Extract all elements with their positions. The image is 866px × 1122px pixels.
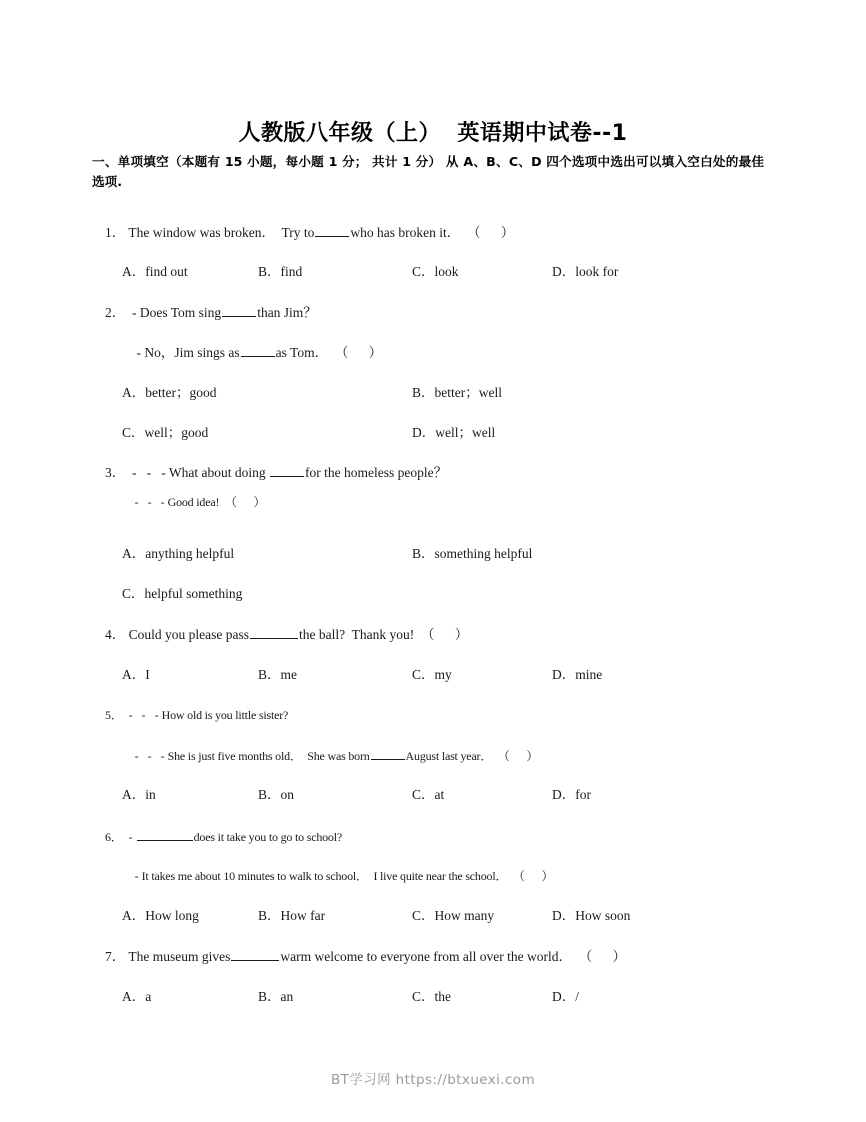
answer-option[interactable]: A．How long	[122, 908, 199, 923]
question-number: 2．	[105, 305, 126, 320]
stem-text: The museum gives	[128, 949, 231, 964]
answer-blank[interactable]	[231, 948, 279, 961]
question-number: 1．	[105, 225, 126, 240]
stem-text: Could you please pass	[128, 627, 249, 642]
answer-option[interactable]: B．find	[258, 264, 303, 279]
answer-option[interactable]: A．in	[122, 787, 156, 802]
stem-indent-spacer	[123, 345, 130, 360]
answer-option[interactable]: A．a	[122, 989, 152, 1004]
answer-blank[interactable]	[371, 747, 405, 760]
answer-option[interactable]: C．at	[412, 787, 445, 802]
question-stem	[123, 494, 265, 510]
stem-text: What about doing	[168, 465, 269, 480]
stem-text: How old is you little sister?	[161, 708, 289, 722]
dialogue-dash-marker: -	[129, 345, 145, 360]
stem-text-tail: warm welcome to everyone from all over the world． （ ）	[280, 949, 627, 964]
answer-option[interactable]: C．look	[412, 264, 459, 279]
stem-text-tail: August last year． （ ）	[405, 749, 539, 763]
dialogue-dash-marker: - - -	[122, 708, 162, 722]
dialogue-dash-marker: -	[122, 830, 136, 844]
stem-text-tail: for the homeless people？	[304, 465, 448, 480]
stem-text-tail: than Jim？	[257, 305, 317, 320]
question-stem	[105, 948, 626, 965]
answer-blank[interactable]	[315, 224, 349, 237]
answer-blank[interactable]	[241, 344, 275, 357]
answer-option[interactable]: C．well；good	[122, 425, 209, 440]
answer-option[interactable]: B．me	[258, 667, 297, 682]
question-stem	[123, 868, 553, 884]
answer-option[interactable]: B．on	[258, 787, 295, 802]
dialogue-dash-marker: -	[125, 305, 140, 320]
answer-option[interactable]: A．I	[122, 667, 150, 682]
dialogue-dash-marker: -	[128, 869, 142, 883]
answer-option[interactable]: C．the	[412, 989, 451, 1004]
answer-option[interactable]: C．How many	[412, 908, 495, 923]
page-title: 人教版八年级（上） 英语期中试卷--1	[238, 120, 628, 146]
answer-option[interactable]: D．/	[552, 989, 579, 1004]
answer-option[interactable]: D．look for	[552, 264, 619, 279]
stem-text-tail: the ball? Thank you! （ ）	[299, 627, 469, 642]
answer-option[interactable]: B．an	[258, 989, 294, 1004]
answer-option[interactable]: A．anything helpful	[122, 546, 235, 561]
question-number: 3．	[105, 465, 126, 480]
stem-text: It takes me about 10 minutes to walk to school． I live quite near the school． （ ）	[141, 869, 554, 883]
question-stem	[105, 828, 342, 845]
answer-blank[interactable]	[270, 464, 304, 477]
question-stem	[105, 707, 288, 723]
footer-watermark: BT学习网 https://btxuexi.com	[330, 1072, 536, 1088]
answer-blank[interactable]	[137, 828, 193, 841]
stem-text-tail: who has broken it． （ ）	[350, 225, 515, 240]
stem-text: She is just five months old． She was born	[167, 749, 370, 763]
answer-option[interactable]: B．How far	[258, 908, 326, 923]
question-number: 5．	[105, 708, 123, 722]
answer-option[interactable]: D．mine	[552, 667, 603, 682]
answer-option[interactable]: D．for	[552, 787, 591, 802]
question-number: 4．	[105, 627, 126, 642]
stem-text-tail: as Tom． （ ）	[275, 345, 383, 360]
dialogue-dash-marker: - - -	[128, 749, 168, 763]
answer-option[interactable]: D．well；well	[412, 425, 496, 440]
stem-text: The window was broken． Try to	[128, 225, 315, 240]
question-stem	[105, 304, 317, 321]
question-number: 6．	[105, 830, 123, 844]
answer-option[interactable]: A．better；good	[122, 385, 217, 400]
answer-blank[interactable]	[222, 304, 256, 317]
question-stem	[105, 464, 447, 481]
question-number: 7．	[105, 949, 126, 964]
stem-text-tail: does it take you to go to school?	[193, 830, 342, 844]
question-stem	[105, 224, 514, 241]
stem-text: Does Tom sing	[139, 305, 222, 320]
question-stem	[123, 747, 538, 764]
answer-blank[interactable]	[250, 626, 298, 639]
answer-option[interactable]: B．something helpful	[412, 546, 533, 561]
answer-option[interactable]: B．better；well	[412, 385, 502, 400]
dialogue-dash-marker: - - -	[128, 495, 168, 509]
answer-option[interactable]: D．How soon	[552, 908, 631, 923]
stem-text: Good idea! （ ）	[167, 495, 266, 509]
answer-option[interactable]: A．find out	[122, 264, 188, 279]
dialogue-dash-marker: - - -	[125, 465, 169, 480]
stem-text: No，Jim sings as	[144, 345, 240, 360]
question-stem	[105, 626, 468, 643]
section-instruction: 一、单项填空（本题有 15 小题，每小题 1 分； 共计 1 分） 从 A、B、C、D 四个选项中选出可以填入空白处的最佳选项.	[92, 154, 764, 189]
answer-option[interactable]: C．helpful something	[122, 586, 243, 601]
answer-option[interactable]: C．my	[412, 667, 452, 682]
question-stem	[123, 344, 382, 361]
